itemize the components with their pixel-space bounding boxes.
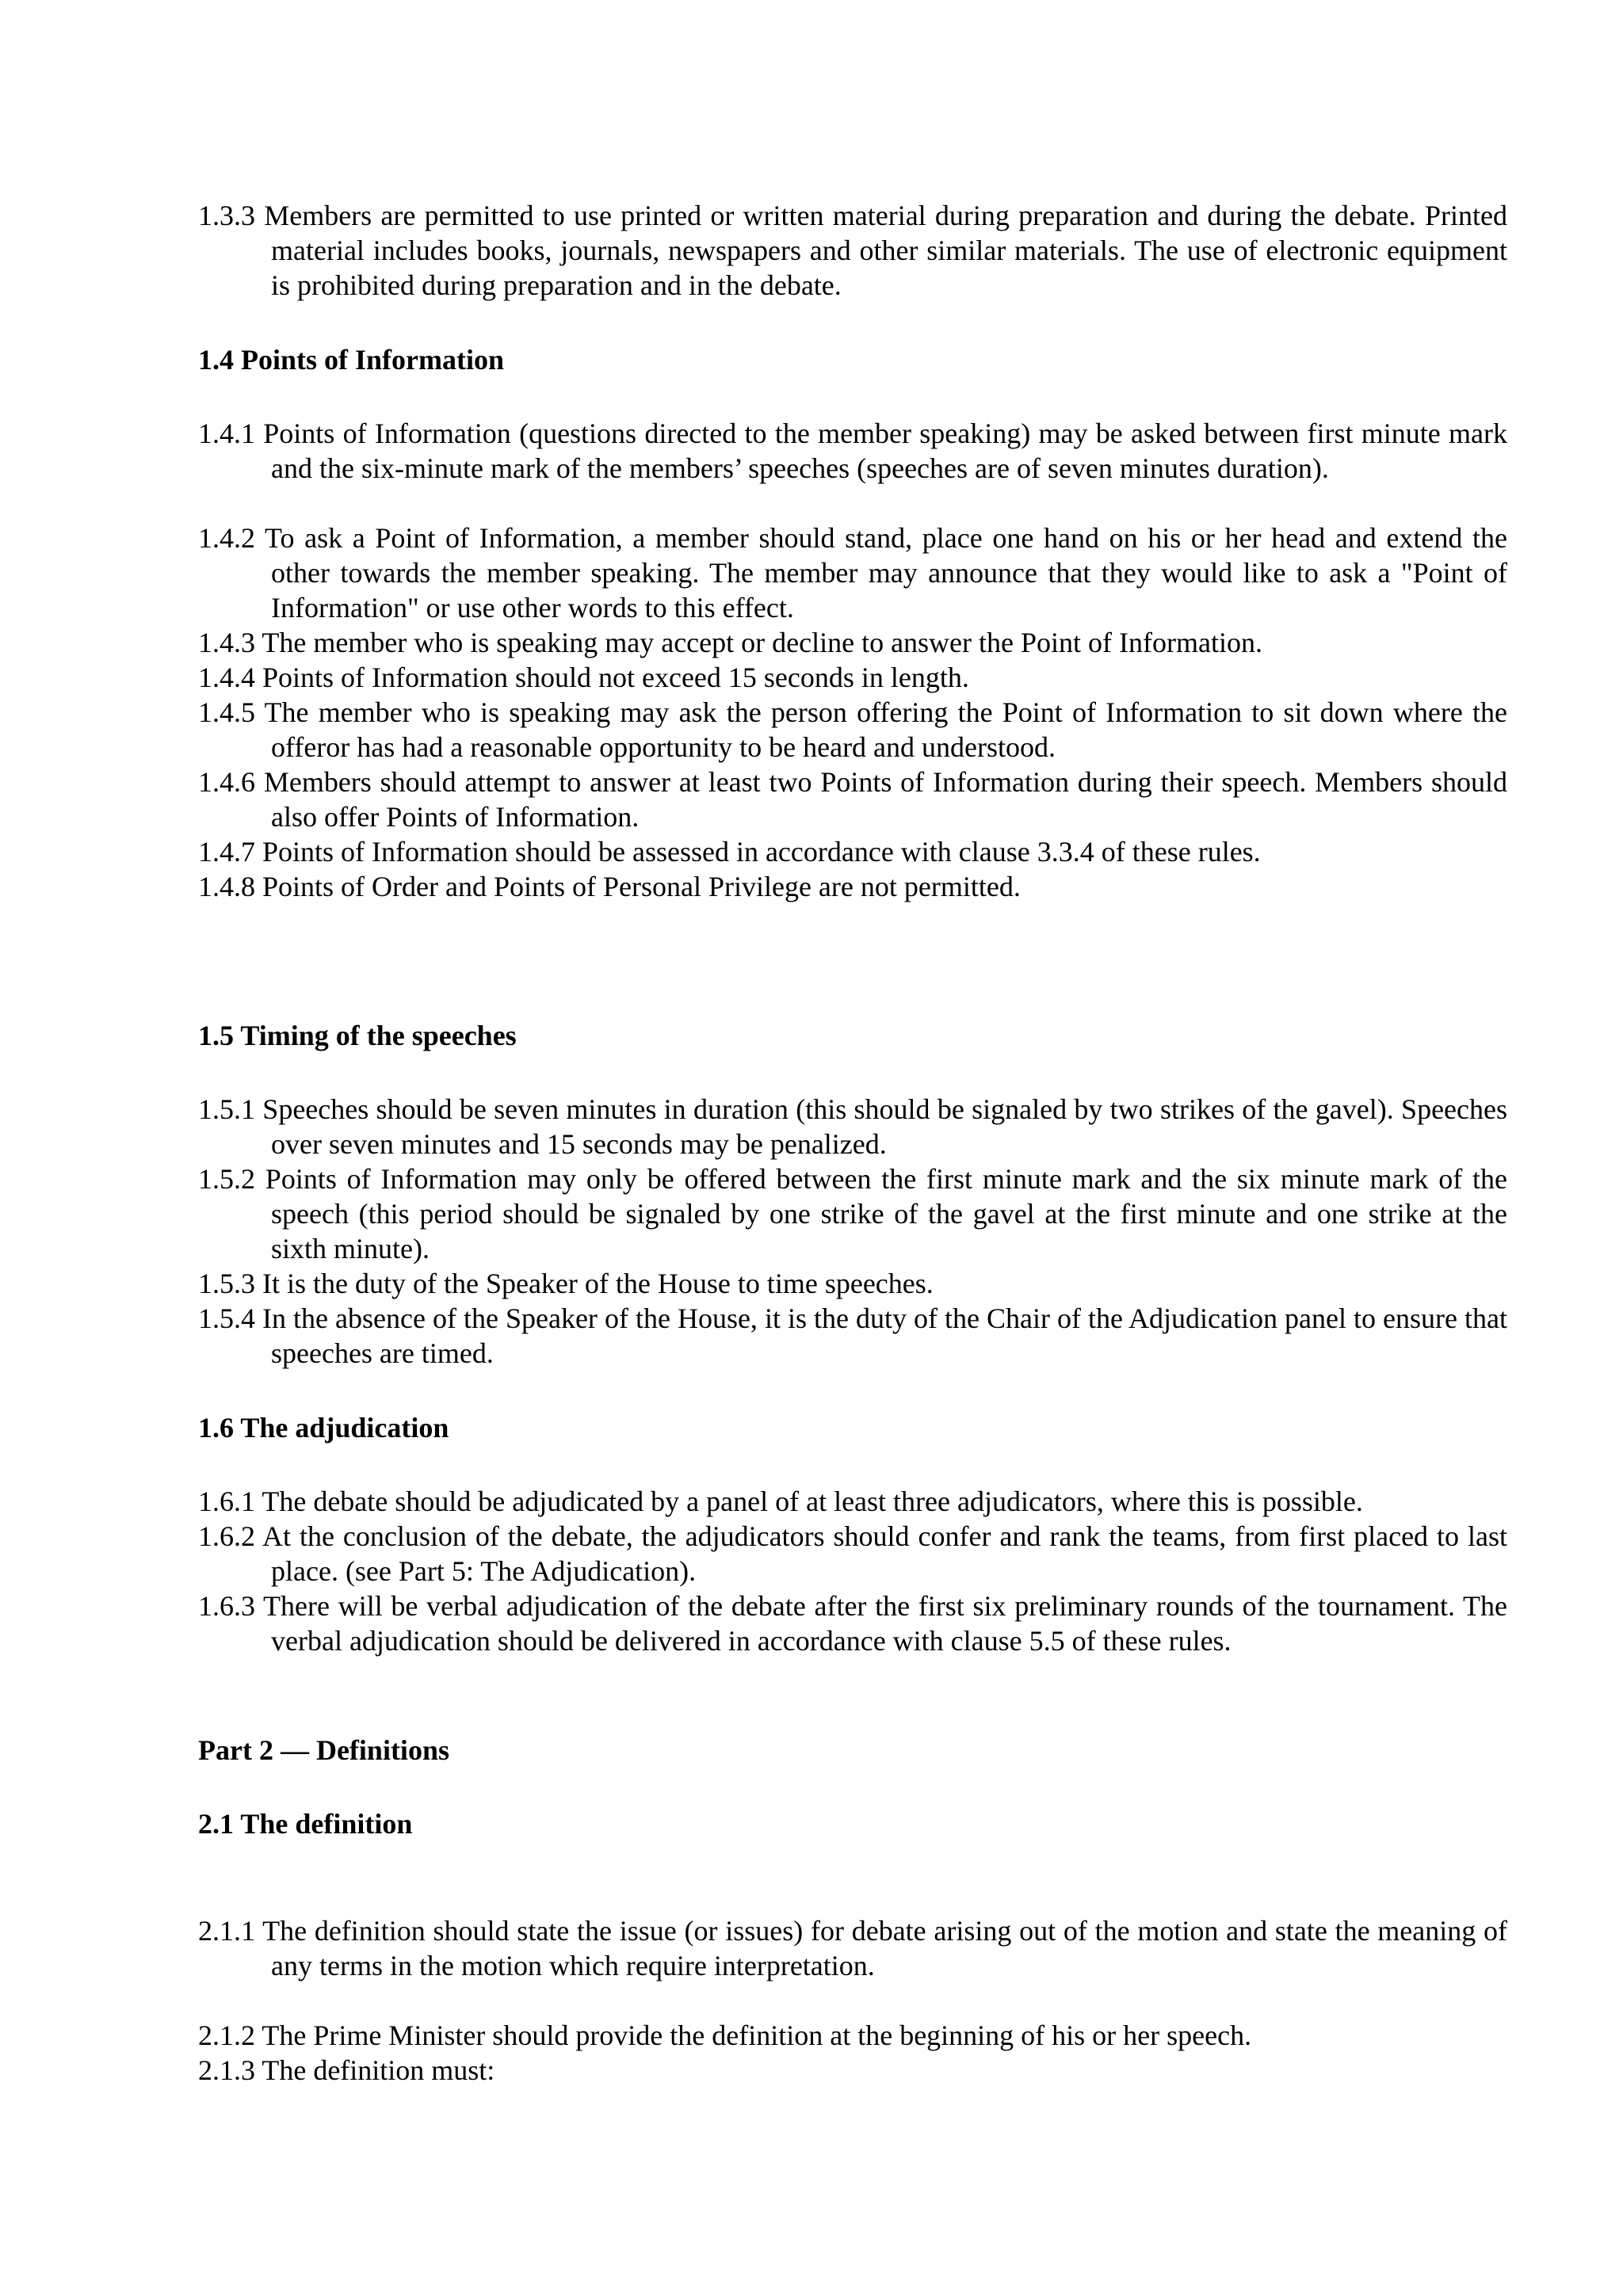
clause-1-5-2: 1.5.2 Points of Information may only be offered between the first minute mark and the six minute mark of the speech (this period should be signaled by one strike of the gavel at the first minute and one strike at the sixth minute). — [198, 1163, 1507, 1264]
clause-1-6-2: 1.6.2 At the conclusion of the debate, the adjudicators should confer and rank the teams, from first placed to last place. (see Part 5: The Adjudication). — [198, 1520, 1507, 1587]
clause-1-3-3: 1.3.3 Members are permitted to use printed or written material during preparation and during the debate. Printed material includes books, journals, newspapers and other similar materials. The use of electronic equipment is prohibited during preparation and in the debate. — [198, 200, 1507, 301]
clause-1-4-5: 1.4.5 The member who is speaking may ask the person offering the Point of Information to sit down where the offeror has had a reasonable opportunity to be heard and understood. — [198, 696, 1507, 763]
part-heading-2: Part 2 — Definitions — [198, 1734, 449, 1766]
clause-1-6-3: 1.6.3 There will be verbal adjudication of the debate after the first six preliminary rounds of the tournament. The verbal adjudication should be delivered in accordance with clause 5.5 of these rules. — [198, 1590, 1507, 1657]
clause-1-5-1: 1.5.1 Speeches should be seven minutes in duration (this should be signaled by two strikes of the gavel). Speeches over seven minutes and 15 seconds may be penalized. — [198, 1093, 1507, 1160]
clause-1-4-2: 1.4.2 To ask a Point of Information, a member should stand, place one hand on his or her head and extend the other towards the member speaking. The member may announce that they would like to ask a "Point of Information" or use other words to this effect. — [198, 522, 1507, 624]
clause-1-4-7: 1.4.7 Points of Information should be assessed in accordance with clause 3.3.4 of these rules. — [198, 836, 1261, 868]
clause-2-1-2: 2.1.2 The Prime Minister should provide the definition at the beginning of his or her speech. — [198, 2019, 1252, 2051]
section-heading-1-5: 1.5 Timing of the speeches — [198, 1020, 517, 1051]
section-heading-1-6: 1.6 The adjudication — [198, 1412, 449, 1444]
clause-1-4-1: 1.4.1 Points of Information (questions directed to the member speaking) may be asked between first minute mark and the six-minute mark of the members’ speeches (speeches are of seven minutes duration). — [198, 418, 1507, 484]
clause-2-1-3: 2.1.3 The definition must: — [198, 2054, 495, 2086]
clause-1-4-8: 1.4.8 Points of Order and Points of Personal Privilege are not permitted. — [198, 871, 1021, 902]
section-heading-1-4: 1.4 Points of Information — [198, 344, 504, 376]
section-heading-2-1: 2.1 The definition — [198, 1808, 413, 1840]
clause-1-5-4: 1.5.4 In the absence of the Speaker of the House, it is the duty of the Chair of the Adjudication panel to ensure that speeches are timed. — [198, 1302, 1507, 1369]
clause-1-6-1: 1.6.1 The debate should be adjudicated by a panel of at least three adjudicators, where this is possible. — [198, 1486, 1363, 1517]
clause-1-5-3: 1.5.3 It is the duty of the Speaker of the House to time speeches. — [198, 1268, 934, 1299]
clause-1-4-3: 1.4.3 The member who is speaking may accept or decline to answer the Point of Information. — [198, 627, 1262, 658]
clause-2-1-1: 2.1.1 The definition should state the issue (or issues) for debate arising out of the motion and state the meaning of any terms in the motion which require interpretation. — [198, 1915, 1507, 1981]
clause-1-4-6: 1.4.6 Members should attempt to answer at least two Points of Information during their speech. Members should also offer Points of Information. — [198, 766, 1507, 833]
clause-1-4-4: 1.4.4 Points of Information should not exceed 15 seconds in length. — [198, 662, 969, 693]
